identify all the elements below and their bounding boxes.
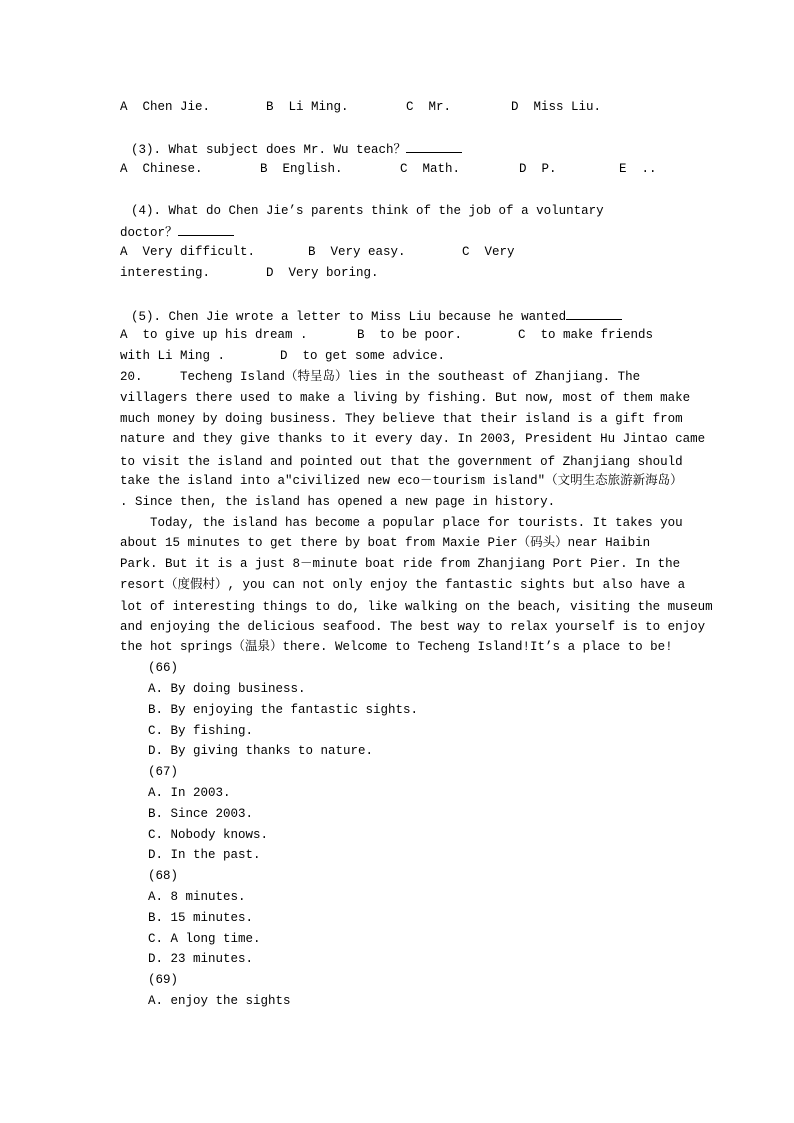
q68-option-a: A. 8 minutes. bbox=[148, 890, 246, 904]
q4-option-d: D Very boring. bbox=[266, 266, 379, 280]
q3-option-a: A Chinese. bbox=[120, 162, 203, 176]
q67-number: (67) bbox=[148, 765, 179, 779]
q3-option-c: C Math. bbox=[400, 162, 461, 176]
q5-options-line2 bbox=[120, 348, 445, 364]
q3-options bbox=[120, 161, 657, 177]
q4-options-line1 bbox=[120, 244, 515, 260]
q5-option-a: A to give up his dream . bbox=[120, 328, 308, 342]
q4-answer-blank bbox=[178, 223, 234, 236]
q4-options-line2 bbox=[120, 265, 379, 281]
q3-stem-text: (3). What subject does Mr. Wu teach？ bbox=[131, 143, 407, 157]
passage-line: resort（度假村）, you can not only enjoy the fantastic sights but also have a bbox=[120, 578, 686, 592]
q67-option-b: B. Since 2003. bbox=[148, 807, 254, 821]
q68-option-d: D. 23 minutes. bbox=[148, 952, 254, 966]
passage-line: and enjoying the delicious seafood. The best way to relax yourself is to enjoy bbox=[120, 620, 706, 634]
q67-option-c: C. Nobody knows. bbox=[148, 828, 269, 842]
q66-number: (66) bbox=[148, 661, 179, 675]
q3-option-d: D P. bbox=[519, 162, 557, 176]
q66-option-b: B. By enjoying the fantastic sights. bbox=[148, 703, 419, 717]
q3-answer-blank bbox=[406, 140, 462, 153]
passage-line: Park. But it is a just 8－minute boat ride from Zhanjiang Port Pier. In the bbox=[120, 557, 681, 571]
passage-line: about 15 minutes to get there by boat from Maxie Pier（码头）near Haibin bbox=[120, 536, 651, 550]
passage-line: . Since then, the island has opened a new page in history. bbox=[120, 495, 556, 509]
q5-options-line1 bbox=[120, 327, 653, 343]
q66-option-c: C. By fishing. bbox=[148, 724, 254, 738]
passage-line: much money by doing business. They believe that their island is a gift from bbox=[120, 412, 683, 426]
q2-option-d: D Miss Liu. bbox=[511, 100, 602, 114]
q5-answer-blank bbox=[566, 307, 622, 320]
q5-stem-text: (5). Chen Jie wrote a letter to Miss Liu because he wanted bbox=[131, 310, 567, 324]
q3-stem bbox=[131, 140, 462, 156]
passage-line: 20. Techeng Island（特呈岛）lies in the southeast of Zhanjiang. The bbox=[120, 370, 641, 384]
q69-option-a: A. enjoy the sights bbox=[148, 994, 291, 1008]
q5-option-c: C to make friends bbox=[518, 328, 654, 342]
q3-option-e: E .. bbox=[619, 162, 657, 176]
q67-option-a: A. In 2003. bbox=[148, 786, 231, 800]
q66-option-d: D. By giving thanks to nature. bbox=[148, 744, 374, 758]
passage-line: take the island into a"civilized new eco－tourism island"（文明生态旅游新海岛） bbox=[120, 474, 683, 488]
passage-line: villagers there used to make a living by fishing. But now, most of them make bbox=[120, 391, 691, 405]
q4-stem-line1: (4). What do Chen Jie’s parents think of the job of a voluntary bbox=[131, 204, 604, 218]
q3-option-b: B English. bbox=[260, 162, 343, 176]
q5-stem bbox=[131, 307, 622, 323]
passage-line: nature and they give thanks to it every day. In 2003, President Hu Jintao came bbox=[120, 432, 706, 446]
q5-option-d: D to get some advice. bbox=[280, 349, 446, 363]
passage-line: the hot springs（温泉）there. Welcome to Techeng Island!It’s a place to be! bbox=[120, 640, 673, 654]
q69-number: (69) bbox=[148, 973, 179, 987]
q2-options bbox=[120, 99, 601, 115]
q4-option-a: A Very difficult. bbox=[120, 245, 256, 259]
q66-option-a: A. By doing business. bbox=[148, 682, 306, 696]
q2-option-c: C Mr. bbox=[406, 100, 452, 114]
passage-line: lot of interesting things to do, like walking on the beach, visiting the museum bbox=[120, 600, 713, 614]
q4-option-b: B Very easy. bbox=[308, 245, 406, 259]
q4-stem-line2 bbox=[120, 223, 234, 239]
q68-option-c: C. A long time. bbox=[148, 932, 261, 946]
q4-stem-text: doctor？ bbox=[120, 226, 178, 240]
passage-line: to visit the island and pointed out that the government of Zhanjiang should bbox=[120, 455, 683, 469]
q2-option-a: A Chen Jie. bbox=[120, 100, 211, 114]
q68-option-b: B. 15 minutes. bbox=[148, 911, 254, 925]
q68-number: (68) bbox=[148, 869, 179, 883]
passage-line: Today, the island has become a popular place for tourists. It takes you bbox=[120, 516, 683, 530]
q4-option-c-cont: interesting. bbox=[120, 266, 211, 280]
q2-option-b: B Li Ming. bbox=[266, 100, 349, 114]
q67-option-d: D. In the past. bbox=[148, 848, 261, 862]
q5-option-c-cont: with Li Ming . bbox=[120, 349, 226, 363]
q5-option-b: B to be poor. bbox=[357, 328, 463, 342]
q4-option-c: C Very bbox=[462, 245, 515, 259]
